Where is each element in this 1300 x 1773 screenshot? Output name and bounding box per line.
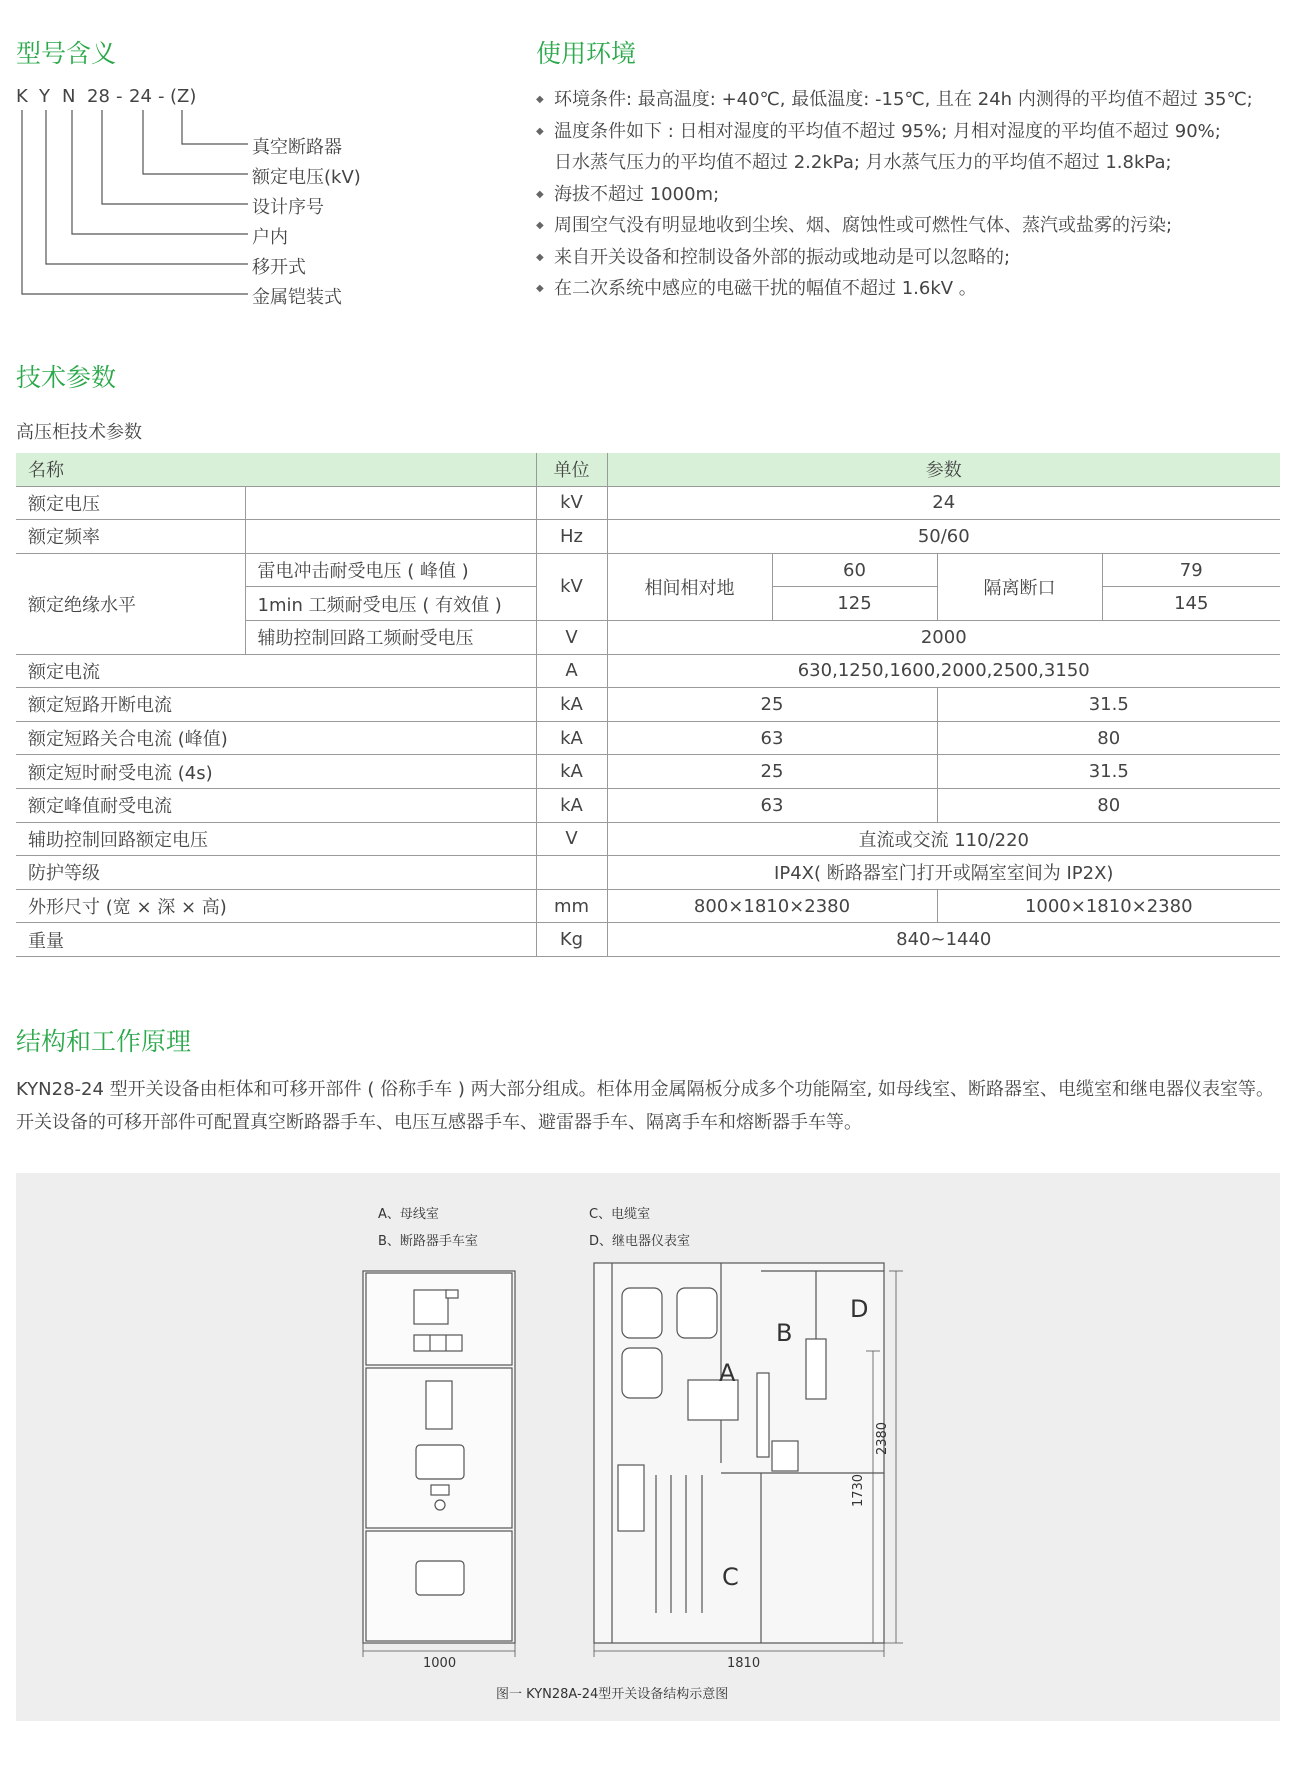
code-letter: N: [62, 86, 76, 107]
structure-title: 结构和工作原理: [16, 1027, 192, 1056]
legend-c: C、电缆室: [589, 1207, 651, 1222]
legend-label: 真空断路器: [252, 137, 342, 158]
code-letter: K: [16, 86, 28, 107]
header-name: 名称: [16, 453, 536, 486]
table-row: [16, 688, 1280, 722]
row-name: 额定电流: [16, 654, 536, 688]
row-value: IP4X( 断路器室门打开或隔室室间为 IP2X): [607, 856, 1280, 890]
row-unit: kA: [536, 755, 607, 789]
code-letter: Y: [39, 86, 50, 107]
code-letter: -: [116, 86, 123, 107]
row-blank: [245, 520, 536, 554]
dimension-height-1730: 1730: [851, 1473, 867, 1508]
code-letter: -: [158, 86, 165, 107]
switchgear-drawing: [16, 1173, 1280, 1721]
table-caption: 高压柜技术参数: [16, 422, 142, 443]
row-value: 80: [937, 788, 1280, 822]
row-value: 31.5: [937, 688, 1280, 722]
structure-figure: [16, 1173, 1280, 1721]
row-value: 80: [937, 721, 1280, 755]
row-subname: 辅助控制回路工频耐受电压: [245, 620, 536, 654]
list-item: ◆ 环境条件: 最高温度: +40℃, 最低温度: -15℃, 且在 24h 内测得的平均值不超过 35℃;: [536, 84, 1276, 116]
code-letter: (Z): [170, 86, 197, 107]
row-value: 24: [607, 486, 1280, 520]
list-item: ◆ 周围空气没有明显地收到尘埃、烟、腐蚀性或可燃性气体、蒸汽或盐雾的污染;: [536, 210, 1276, 242]
row-name: 额定频率: [16, 520, 245, 554]
table-row: [16, 755, 1280, 789]
compartment-letter-b: B: [776, 1319, 793, 1347]
compartment-letter-a: A: [719, 1359, 736, 1387]
list-item: ◆ 在二次系统中感应的电磁干扰的幅值不超过 1.6kV 。: [536, 273, 1276, 305]
row-name: 额定短时耐受电流 (4s): [16, 755, 536, 789]
row-name: 外形尺寸 (宽 × 深 × 高): [16, 889, 536, 923]
row-unit: V: [536, 620, 607, 654]
row-value: 25: [607, 688, 937, 722]
legend-d: D、继电器仪表室: [589, 1234, 691, 1249]
isolation-label: 隔离断口: [937, 553, 1102, 620]
row-value: 直流或交流 110/220: [607, 822, 1280, 856]
row-value: 25: [607, 755, 937, 789]
row-name: 额定峰值耐受电流: [16, 788, 536, 822]
tech-title: 技术参数: [16, 363, 117, 392]
legend-label: 移开式: [252, 257, 306, 278]
row-unit: A: [536, 654, 607, 688]
row-name: 防护等级: [16, 856, 536, 890]
header-param: 参数: [607, 453, 1280, 486]
list-item: ◆ 温度条件如下 : 日相对湿度的平均值不超过 95%; 月相对湿度的平均值不超过 90%;: [536, 116, 1276, 148]
row-name: 辅助控制回路额定电压: [16, 822, 536, 856]
code-letter: 24: [129, 86, 152, 107]
row-name: 额定短路开断电流: [16, 688, 536, 722]
table-row: [16, 822, 1280, 856]
header-unit: 单位: [536, 453, 607, 486]
code-letter: 28: [87, 86, 110, 107]
row-unit: kA: [536, 721, 607, 755]
row-unit: kV: [536, 553, 607, 620]
list-item: 日水蒸气压力的平均值不超过 2.2kPa; 月水蒸气压力的平均值不超过 1.8kPa;: [554, 152, 1172, 173]
row-unit: kA: [536, 688, 607, 722]
row-subname: 1min 工频耐受电压 ( 有效值 ): [245, 587, 536, 621]
row-value: 63: [607, 721, 937, 755]
row-value: 840~1440: [607, 923, 1280, 957]
row-name: 额定绝缘水平: [16, 553, 245, 654]
table-row: [16, 654, 1280, 688]
legend-label: 设计序号: [252, 197, 324, 218]
figure-caption: 图一 KYN28A-24型开关设备结构示意图: [496, 1687, 729, 1702]
phase-label: 相间相对地: [607, 553, 772, 620]
row-value: 125: [772, 587, 937, 621]
list-item: ◆ 海拔不超过 1000m;: [536, 179, 1276, 211]
environment-title: 使用环境: [536, 39, 637, 68]
row-value: 31.5: [937, 755, 1280, 789]
table-row: [16, 721, 1280, 755]
row-value: 800×1810×2380: [607, 889, 937, 923]
row-blank: [245, 486, 536, 520]
legend-a: A、母线室: [378, 1207, 439, 1222]
dimension-side-depth: 1810: [727, 1656, 761, 1671]
table-row: [16, 856, 1280, 890]
row-subname: 雷电冲击耐受电压 ( 峰值 ): [245, 553, 536, 587]
model-legend-lines: [0, 0, 260, 310]
table-row: [16, 553, 1280, 587]
dimension-height-2380: 2380: [875, 1421, 891, 1456]
compartment-letter-d: D: [850, 1295, 869, 1323]
row-value: 50/60: [607, 520, 1280, 554]
legend-label: 户内: [252, 227, 288, 248]
paragraph-line: 开关设备的可移开部件可配置真空断路器手车、电压互感器手车、避雷器手车、隔离手车和熔断器手车等。: [16, 1112, 862, 1133]
row-name: 重量: [16, 923, 536, 957]
row-unit: V: [536, 822, 607, 856]
spec-table: [16, 453, 1280, 957]
row-unit: kA: [536, 788, 607, 822]
row-value: 630,1250,1600,2000,2500,3150: [607, 654, 1280, 688]
table-row: [16, 520, 1280, 554]
row-name: 额定电压: [16, 486, 245, 520]
compartment-letter-c: C: [722, 1563, 739, 1591]
table-row: [16, 889, 1280, 923]
legend-b: B、断路器手车室: [378, 1234, 478, 1249]
row-value: 1000×1810×2380: [937, 889, 1280, 923]
row-unit: kV: [536, 486, 607, 520]
table-row: [16, 923, 1280, 957]
model-title: 型号含义: [16, 39, 117, 68]
row-value: 79: [1102, 553, 1280, 587]
legend-label: 金属铠装式: [252, 287, 342, 308]
row-unit: Hz: [536, 520, 607, 554]
paragraph-line: KYN28-24 型开关设备由柜体和可移开部件 ( 俗称手车 ) 两大部分组成。柜体用金属隔板分成多个功能隔室, 如母线室、断路器室、电缆室和继电器仪表室等。: [16, 1079, 1275, 1100]
dimension-front-width: 1000: [423, 1656, 457, 1671]
row-value: 60: [772, 553, 937, 587]
structure-paragraph: [16, 1073, 1286, 1139]
list-item: ◆ 来自开关设备和控制设备外部的振动或地动是可以忽略的;: [536, 242, 1276, 274]
row-unit: Kg: [536, 923, 607, 957]
row-value: 145: [1102, 587, 1280, 621]
row-unit: [536, 856, 607, 890]
legend-label: 额定电压(kV): [252, 167, 361, 188]
row-value: 2000: [607, 620, 1280, 654]
table-row: [16, 788, 1280, 822]
row-unit: mm: [536, 889, 607, 923]
environment-list: [536, 84, 1276, 305]
front-view: [363, 1271, 515, 1657]
row-name: 额定短路关合电流 (峰值): [16, 721, 536, 755]
table-header-row: [16, 453, 1280, 486]
row-value: 63: [607, 788, 937, 822]
table-row: [16, 486, 1280, 520]
